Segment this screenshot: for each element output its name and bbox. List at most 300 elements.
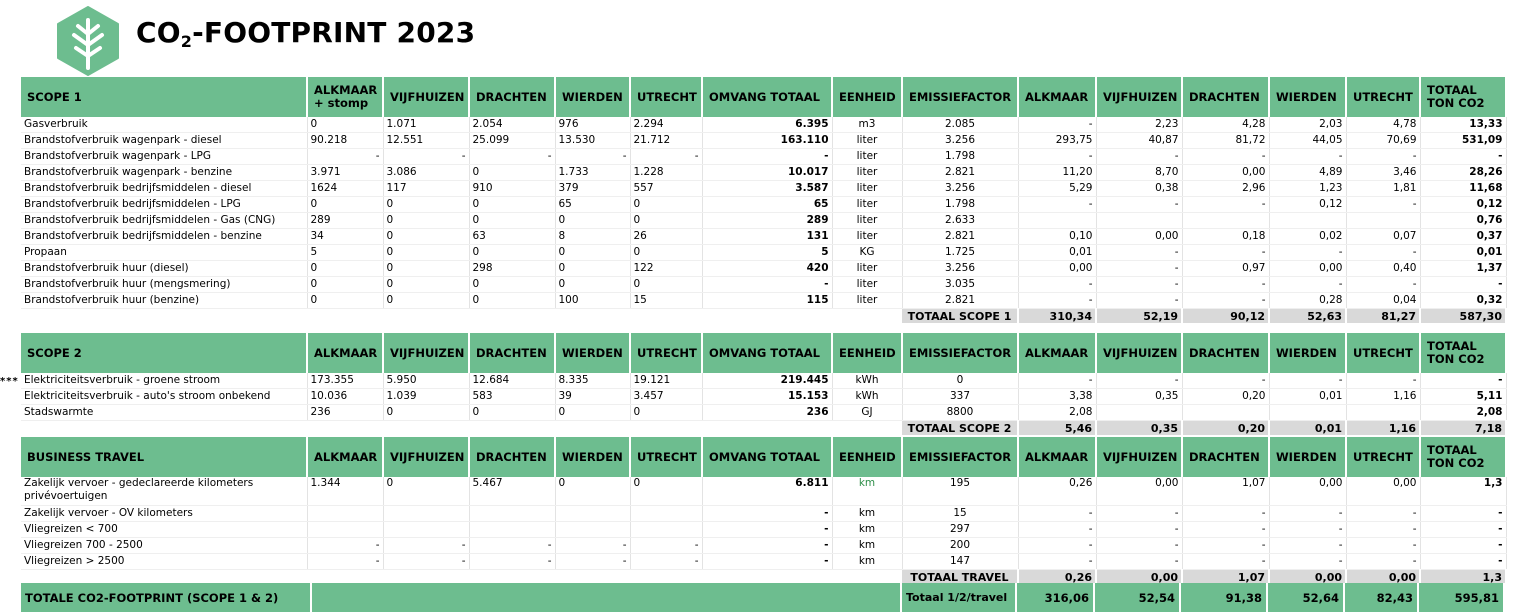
scope1-cell-eenheid: liter <box>832 133 902 149</box>
scope2-cell-wierden-co2: 0,01 <box>1269 389 1346 405</box>
table-row <box>21 506 1506 522</box>
scope1-cell-vijfhuizen-qty: 12.551 <box>383 133 469 149</box>
scope1-cell-alkmaar-qty: - <box>307 149 383 165</box>
travel-cell-omvang-totaal: - <box>702 554 832 570</box>
scope1-cell-drachten-qty: 0 <box>469 245 555 261</box>
scope1-cell-vijfhuizen-qty: 3.086 <box>383 165 469 181</box>
scope2-cell-vijfhuizen-qty: 5.950 <box>383 373 469 389</box>
travel-cell-totaal-ton-co2: - <box>1420 506 1506 522</box>
scope1-cell-omvang-totaal: - <box>702 149 832 165</box>
table-row <box>21 373 1506 389</box>
scope1-cell-utrecht-co2: - <box>1346 277 1420 293</box>
scope1-cell-vijfhuizen-co2: 8,70 <box>1096 165 1182 181</box>
scope2-header-wierden-qty: WIERDEN <box>555 333 630 373</box>
scope1-cell-totaal-ton-co2: 531,09 <box>1420 133 1506 149</box>
scope1-cell-utrecht-co2: 0,40 <box>1346 261 1420 277</box>
travel-header-eenheid: EENHEID <box>832 437 902 477</box>
scope1-cell-eenheid: m3 <box>832 117 902 133</box>
scope1-cell-emissiefactor: 3.256 <box>902 181 1018 197</box>
scope1-cell-vijfhuizen-qty: 0 <box>383 229 469 245</box>
scope1-cell-drachten-qty: 0 <box>469 293 555 309</box>
scope1-cell-alkmaar-qty: 0 <box>307 261 383 277</box>
scope2-header-vijfhuizen-co2: VIJFHUIZEN <box>1096 333 1182 373</box>
scope2-cell-wierden-qty: 39 <box>555 389 630 405</box>
scope1-cell-omvang-totaal: 6.395 <box>702 117 832 133</box>
travel-cell-wierden-co2: - <box>1269 506 1346 522</box>
scope1-total-wierden-co2: 52,63 <box>1269 309 1346 324</box>
scope1-cell-eenheid: liter <box>832 277 902 293</box>
scope1-cell-label: Brandstofverbruik bedrijfsmiddelen - benzine <box>21 229 307 245</box>
travel-cell-omvang-totaal: - <box>702 538 832 554</box>
scope1-cell-vijfhuizen-qty: 0 <box>383 261 469 277</box>
scope1-header-utrecht-qty: UTRECHT <box>630 77 702 117</box>
travel-header-wierden-co2: WIERDEN <box>1269 437 1346 477</box>
scope1-cell-totaal-ton-co2: 0,76 <box>1420 213 1506 229</box>
travel-cell-alkmaar-co2: - <box>1018 554 1096 570</box>
scope1-cell-wierden-co2: 1,23 <box>1269 181 1346 197</box>
travel-cell-wierden-qty: - <box>555 538 630 554</box>
scope1-cell-alkmaar-qty: 0 <box>307 293 383 309</box>
scope1-cell-drachten-co2: 0,97 <box>1182 261 1269 277</box>
scope1-cell-utrecht-co2: 1,81 <box>1346 181 1420 197</box>
travel-cell-drachten-qty <box>469 522 555 538</box>
scope2-cell-emissiefactor: 8800 <box>902 405 1018 421</box>
travel-cell-drachten-qty: - <box>469 554 555 570</box>
travel-cell-vijfhuizen-co2: 0,00 <box>1096 477 1182 506</box>
scope2-cell-wierden-qty: 8.335 <box>555 373 630 389</box>
travel-cell-label: Vliegreizen > 2500 <box>21 554 307 570</box>
table-row <box>21 245 1506 261</box>
scope2-total-utrecht-co2: 1,16 <box>1346 421 1420 436</box>
scope1-cell-omvang-totaal: 65 <box>702 197 832 213</box>
scope1-cell-omvang-totaal: 289 <box>702 213 832 229</box>
travel-cell-wierden-co2: - <box>1269 554 1346 570</box>
travel-header-utrecht-co2: UTRECHT <box>1346 437 1420 477</box>
scope2-cell-utrecht-qty: 19.121 <box>630 373 702 389</box>
travel-cell-label: Zakelijk vervoer - gedeclareerde kilometers privévoertuigen <box>21 477 307 506</box>
scope1-cell-drachten-qty: 0 <box>469 165 555 181</box>
travel-cell-utrecht-qty: 0 <box>630 477 702 506</box>
travel-cell-drachten-qty: 5.467 <box>469 477 555 506</box>
scope1-cell-alkmaar-co2: 293,75 <box>1018 133 1096 149</box>
travel-header-drachten-co2: DRACHTEN <box>1182 437 1269 477</box>
scope1-cell-drachten-co2: 2,96 <box>1182 181 1269 197</box>
travel-cell-wierden-co2: 0,00 <box>1269 477 1346 506</box>
scope1-cell-utrecht-qty: 21.712 <box>630 133 702 149</box>
scope1-cell-alkmaar-co2: 0,10 <box>1018 229 1096 245</box>
travel-total-alkmaar-co2: 0,26 <box>1018 570 1096 585</box>
table-row <box>21 277 1506 293</box>
travel-cell-emissiefactor: 147 <box>902 554 1018 570</box>
scope1-cell-alkmaar-qty: 5 <box>307 245 383 261</box>
travel-cell-drachten-co2: - <box>1182 506 1269 522</box>
travel-cell-vijfhuizen-qty <box>383 506 469 522</box>
scope1-cell-utrecht-co2: - <box>1346 245 1420 261</box>
scope1-cell-alkmaar-qty: 0 <box>307 117 383 133</box>
scope1-cell-wierden-co2: 0,28 <box>1269 293 1346 309</box>
scope1-cell-vijfhuizen-co2: - <box>1096 277 1182 293</box>
grand-total-row <box>21 583 1505 612</box>
scope1-cell-alkmaar-qty: 0 <box>307 277 383 293</box>
scope1-cell-alkmaar-qty: 34 <box>307 229 383 245</box>
travel-cell-label: Zakelijk vervoer - OV kilometers <box>21 506 307 522</box>
travel-cell-utrecht-co2: - <box>1346 522 1420 538</box>
scope1-cell-eenheid: liter <box>832 213 902 229</box>
scope2-header-utrecht-co2: UTRECHT <box>1346 333 1420 373</box>
travel-cell-emissiefactor: 195 <box>902 477 1018 506</box>
scope1-cell-utrecht-co2: 0,04 <box>1346 293 1420 309</box>
grand-total-drachten: 91,38 <box>1180 583 1267 612</box>
scope2-cell-utrecht-co2: 1,16 <box>1346 389 1420 405</box>
scope1-cell-drachten-qty: 0 <box>469 197 555 213</box>
travel-header-utrecht-qty: UTRECHT <box>630 437 702 477</box>
scope1-cell-vijfhuizen-co2: - <box>1096 197 1182 213</box>
scope2-cell-vijfhuizen-co2 <box>1096 405 1182 421</box>
travel-cell-vijfhuizen-co2: - <box>1096 538 1182 554</box>
travel-cell-utrecht-qty: - <box>630 554 702 570</box>
scope1-cell-wierden-co2: 2,03 <box>1269 117 1346 133</box>
scope2-cell-vijfhuizen-co2: 0,35 <box>1096 389 1182 405</box>
scope1-cell-alkmaar-qty: 289 <box>307 213 383 229</box>
scope1-total-utrecht-co2: 81,27 <box>1346 309 1420 324</box>
scope1-cell-eenheid: KG <box>832 245 902 261</box>
travel-cell-vijfhuizen-co2: - <box>1096 554 1182 570</box>
scope1-total-vijfhuizen-co2: 52,19 <box>1096 309 1182 324</box>
scope2-cell-utrecht-qty: 3.457 <box>630 389 702 405</box>
scope1-cell-totaal-ton-co2: 0,12 <box>1420 197 1506 213</box>
scope1-cell-vijfhuizen-co2 <box>1096 213 1182 229</box>
scope1-header-alkmaar-qty: ALKMAAR + stomp <box>307 77 383 117</box>
table-row <box>21 522 1506 538</box>
table-row <box>21 149 1506 165</box>
scope2-cell-omvang-totaal: 15.153 <box>702 389 832 405</box>
scope1-cell-emissiefactor: 3.035 <box>902 277 1018 293</box>
scope1-cell-wierden-qty: 1.733 <box>555 165 630 181</box>
travel-cell-alkmaar-qty <box>307 522 383 538</box>
scope1-cell-vijfhuizen-co2: - <box>1096 261 1182 277</box>
scope1-cell-utrecht-qty: 122 <box>630 261 702 277</box>
scope1-cell-alkmaar-co2: 0,01 <box>1018 245 1096 261</box>
travel-cell-drachten-co2: - <box>1182 522 1269 538</box>
travel-cell-alkmaar-qty: - <box>307 538 383 554</box>
scope1-cell-alkmaar-co2: - <box>1018 197 1096 213</box>
travel-cell-utrecht-qty <box>630 506 702 522</box>
scope1-cell-drachten-co2: - <box>1182 245 1269 261</box>
scope1-cell-omvang-totaal: 5 <box>702 245 832 261</box>
scope1-cell-drachten-co2 <box>1182 213 1269 229</box>
scope1-cell-alkmaar-co2: 0,00 <box>1018 261 1096 277</box>
scope1-cell-utrecht-qty: 15 <box>630 293 702 309</box>
scope1-cell-omvang-totaal: - <box>702 277 832 293</box>
scope1-cell-vijfhuizen-qty: - <box>383 149 469 165</box>
scope1-cell-eenheid: liter <box>832 165 902 181</box>
scope2-cell-utrecht-co2: - <box>1346 373 1420 389</box>
travel-cell-utrecht-co2: - <box>1346 554 1420 570</box>
travel-total-totaal-ton-co2: 1,3 <box>1420 570 1506 585</box>
scope1-cell-label: Brandstofverbruik huur (benzine) <box>21 293 307 309</box>
travel-cell-emissiefactor: 297 <box>902 522 1018 538</box>
travel-cell-utrecht-qty: - <box>630 538 702 554</box>
scope1-cell-label: Brandstofverbruik bedrijfsmiddelen - Gas (CNG) <box>21 213 307 229</box>
scope2-total-wierden-co2: 0,01 <box>1269 421 1346 436</box>
scope1-cell-wierden-co2: 0,00 <box>1269 261 1346 277</box>
travel-cell-eenheid: km <box>832 477 902 506</box>
scope1-cell-wierden-co2: - <box>1269 277 1346 293</box>
table-row <box>21 261 1506 277</box>
scope1-header-wierden-qty: WIERDEN <box>555 77 630 117</box>
scope1-cell-vijfhuizen-qty: 0 <box>383 293 469 309</box>
travel-total-wierden-co2: 0,00 <box>1269 570 1346 585</box>
scope1-cell-drachten-qty: 910 <box>469 181 555 197</box>
scope1-cell-drachten-co2: - <box>1182 277 1269 293</box>
scope1-cell-drachten-co2: 4,28 <box>1182 117 1269 133</box>
scope1-cell-omvang-totaal: 163.110 <box>702 133 832 149</box>
scope1-cell-emissiefactor: 2.821 <box>902 229 1018 245</box>
scope2-header-label: SCOPE 2 <box>21 333 307 373</box>
scope1-cell-totaal-ton-co2: - <box>1420 277 1506 293</box>
scope1-cell-wierden-co2: 0,12 <box>1269 197 1346 213</box>
table-row <box>21 538 1506 554</box>
scope1-cell-drachten-co2: - <box>1182 293 1269 309</box>
travel-header-vijfhuizen-co2: VIJFHUIZEN <box>1096 437 1182 477</box>
scope1-cell-label: Brandstofverbruik huur (diesel) <box>21 261 307 277</box>
scope1-table <box>21 77 1507 323</box>
grand-total-utrecht: 82,43 <box>1344 583 1418 612</box>
scope1-total-totaal-ton-co2: 587,30 <box>1420 309 1506 324</box>
travel-cell-utrecht-co2: - <box>1346 506 1420 522</box>
travel-total-vijfhuizen-co2: 0,00 <box>1096 570 1182 585</box>
travel-cell-eenheid: km <box>832 554 902 570</box>
scope1-cell-wierden-qty: 379 <box>555 181 630 197</box>
scope1-cell-utrecht-co2: 70,69 <box>1346 133 1420 149</box>
scope2-total-vijfhuizen-co2: 0,35 <box>1096 421 1182 436</box>
scope1-cell-vijfhuizen-co2: 0,00 <box>1096 229 1182 245</box>
table-row <box>21 213 1506 229</box>
scope1-total-alkmaar-co2: 310,34 <box>1018 309 1096 324</box>
scope1-cell-emissiefactor: 1.798 <box>902 197 1018 213</box>
scope1-cell-drachten-qty: 298 <box>469 261 555 277</box>
scope1-header-utrecht-co2: UTRECHT <box>1346 77 1420 117</box>
scope1-cell-alkmaar-co2: - <box>1018 277 1096 293</box>
scope1-cell-utrecht-co2: 0,07 <box>1346 229 1420 245</box>
scope1-cell-utrecht-co2: 4,78 <box>1346 117 1420 133</box>
scope1-cell-utrecht-qty: - <box>630 149 702 165</box>
travel-cell-alkmaar-co2: - <box>1018 522 1096 538</box>
travel-total-spacer <box>21 570 902 585</box>
scope1-total-row <box>21 309 1506 324</box>
scope1-cell-label: Brandstofverbruik wagenpark - diesel <box>21 133 307 149</box>
table-row <box>21 197 1506 213</box>
travel-cell-label: Vliegreizen 700 - 2500 <box>21 538 307 554</box>
scope1-cell-drachten-qty: 2.054 <box>469 117 555 133</box>
scope2-cell-drachten-qty: 583 <box>469 389 555 405</box>
travel-cell-vijfhuizen-co2: - <box>1096 506 1182 522</box>
scope2-cell-vijfhuizen-co2: - <box>1096 373 1182 389</box>
scope1-cell-utrecht-co2 <box>1346 213 1420 229</box>
scope1-cell-vijfhuizen-qty: 0 <box>383 245 469 261</box>
scope1-cell-alkmaar-qty: 0 <box>307 197 383 213</box>
travel-cell-omvang-totaal: - <box>702 522 832 538</box>
travel-cell-eenheid: km <box>832 506 902 522</box>
scope2-total-row <box>21 421 1506 436</box>
scope2-cell-eenheid: kWh <box>832 373 902 389</box>
travel-cell-wierden-qty: - <box>555 554 630 570</box>
travel-cell-alkmaar-co2: - <box>1018 506 1096 522</box>
scope2-cell-alkmaar-co2: - <box>1018 373 1096 389</box>
scope1-cell-totaal-ton-co2: 0,01 <box>1420 245 1506 261</box>
scope1-cell-emissiefactor: 2.821 <box>902 293 1018 309</box>
table-row <box>21 389 1506 405</box>
scope1-cell-totaal-ton-co2: - <box>1420 149 1506 165</box>
scope1-cell-wierden-qty: 0 <box>555 277 630 293</box>
scope2-header-totaal-ton-co2: TOTAAL TON CO2 <box>1420 333 1506 373</box>
travel-total-row <box>21 570 1506 585</box>
scope1-cell-drachten-co2: 0,00 <box>1182 165 1269 181</box>
scope1-cell-alkmaar-qty: 90.218 <box>307 133 383 149</box>
travel-cell-omvang-totaal: - <box>702 506 832 522</box>
scope2-cell-emissiefactor: 0 <box>902 373 1018 389</box>
travel-table <box>21 437 1507 584</box>
scope1-cell-utrecht-qty: 2.294 <box>630 117 702 133</box>
scope2-cell-vijfhuizen-qty: 0 <box>383 405 469 421</box>
scope1-total-spacer <box>21 309 902 324</box>
scope1-cell-totaal-ton-co2: 13,33 <box>1420 117 1506 133</box>
travel-header-omvang-totaal: OMVANG TOTAAL <box>702 437 832 477</box>
travel-cell-emissiefactor: 15 <box>902 506 1018 522</box>
scope2-cell-wierden-co2 <box>1269 405 1346 421</box>
table-row <box>21 117 1506 133</box>
scope1-cell-vijfhuizen-qty: 117 <box>383 181 469 197</box>
table-row <box>21 554 1506 570</box>
scope2-cell-alkmaar-co2: 2,08 <box>1018 405 1096 421</box>
scope1-cell-wierden-qty: 8 <box>555 229 630 245</box>
travel-cell-alkmaar-co2: 0,26 <box>1018 477 1096 506</box>
scope1-header-omvang-totaal: OMVANG TOTAAL <box>702 77 832 117</box>
travel-cell-vijfhuizen-qty: - <box>383 538 469 554</box>
scope1-cell-alkmaar-qty: 1624 <box>307 181 383 197</box>
scope1-cell-label: Brandstofverbruik bedrijfsmiddelen - diesel <box>21 181 307 197</box>
travel-header-totaal-ton-co2: TOTAAL TON CO2 <box>1420 437 1506 477</box>
scope1-cell-drachten-co2: - <box>1182 149 1269 165</box>
scope1-cell-utrecht-co2: - <box>1346 149 1420 165</box>
scope1-cell-utrecht-qty: 0 <box>630 277 702 293</box>
scope1-cell-label: Gasverbruik <box>21 117 307 133</box>
scope1-cell-vijfhuizen-co2: 40,87 <box>1096 133 1182 149</box>
scope2-cell-wierden-qty: 0 <box>555 405 630 421</box>
scope1-cell-label: Brandstofverbruik huur (mengsmering) <box>21 277 307 293</box>
scope1-cell-wierden-co2 <box>1269 213 1346 229</box>
scope2-header-alkmaar-co2: ALKMAAR <box>1018 333 1096 373</box>
travel-total-drachten-co2: 1,07 <box>1182 570 1269 585</box>
travel-cell-drachten-qty <box>469 506 555 522</box>
table-row <box>21 477 1506 506</box>
table-row <box>21 133 1506 149</box>
scope1-header-emissiefactor: EMISSIEFACTOR <box>902 77 1018 117</box>
travel-cell-utrecht-co2: 0,00 <box>1346 477 1420 506</box>
scope2-cell-utrecht-qty: 0 <box>630 405 702 421</box>
scope2-total-totaal-ton-co2: 7,18 <box>1420 421 1506 436</box>
scope1-cell-vijfhuizen-co2: 2,23 <box>1096 117 1182 133</box>
scope1-cell-totaal-ton-co2: 1,37 <box>1420 261 1506 277</box>
scope2-cell-eenheid: GJ <box>832 405 902 421</box>
travel-cell-vijfhuizen-qty <box>383 522 469 538</box>
scope1-cell-omvang-totaal: 115 <box>702 293 832 309</box>
scope1-cell-alkmaar-co2 <box>1018 213 1096 229</box>
scope1-cell-utrecht-qty: 0 <box>630 245 702 261</box>
scope2-header-emissiefactor: EMISSIEFACTOR <box>902 333 1018 373</box>
travel-cell-alkmaar-qty <box>307 506 383 522</box>
travel-header-alkmaar-co2: ALKMAAR <box>1018 437 1096 477</box>
scope1-cell-drachten-co2: 81,72 <box>1182 133 1269 149</box>
scope2-cell-totaal-ton-co2: 2,08 <box>1420 405 1506 421</box>
scope1-cell-wierden-co2: 0,02 <box>1269 229 1346 245</box>
scope1-header-drachten-co2: DRACHTEN <box>1182 77 1269 117</box>
scope1-cell-drachten-qty: 63 <box>469 229 555 245</box>
travel-header-emissiefactor: EMISSIEFACTOR <box>902 437 1018 477</box>
scope1-cell-emissiefactor: 1.798 <box>902 149 1018 165</box>
scope2-header-drachten-co2: DRACHTEN <box>1182 333 1269 373</box>
scope1-cell-utrecht-co2: - <box>1346 197 1420 213</box>
scope1-cell-label: Propaan <box>21 245 307 261</box>
scope1-cell-vijfhuizen-qty: 0 <box>383 197 469 213</box>
scope1-cell-utrecht-qty: 0 <box>630 197 702 213</box>
scope2-table <box>21 333 1507 435</box>
scope1-cell-vijfhuizen-co2: - <box>1096 293 1182 309</box>
scope2-header-drachten-qty: DRACHTEN <box>469 333 555 373</box>
travel-cell-wierden-co2: - <box>1269 538 1346 554</box>
travel-cell-totaal-ton-co2: - <box>1420 538 1506 554</box>
scope1-cell-alkmaar-co2: - <box>1018 293 1096 309</box>
scope1-cell-wierden-qty: 0 <box>555 261 630 277</box>
travel-cell-wierden-qty <box>555 506 630 522</box>
travel-cell-eenheid: km <box>832 538 902 554</box>
scope1-total-drachten-co2: 90,12 <box>1182 309 1269 324</box>
scope1-cell-emissiefactor: 3.256 <box>902 133 1018 149</box>
scope2-cell-drachten-co2: 0,20 <box>1182 389 1269 405</box>
scope1-header-wierden-co2: WIERDEN <box>1269 77 1346 117</box>
travel-cell-totaal-ton-co2: - <box>1420 554 1506 570</box>
scope2-cell-alkmaar-qty: 173.355 <box>307 373 383 389</box>
table-row <box>21 405 1506 421</box>
grand-total-alkmaar: 316,06 <box>1016 583 1094 612</box>
scope1-header-vijfhuizen-qty: VIJFHUIZEN <box>383 77 469 117</box>
scope1-header-drachten-qty: DRACHTEN <box>469 77 555 117</box>
travel-cell-utrecht-co2: - <box>1346 538 1420 554</box>
scope2-total-drachten-co2: 0,20 <box>1182 421 1269 436</box>
travel-cell-wierden-co2: - <box>1269 522 1346 538</box>
scope1-cell-totaal-ton-co2: 0,32 <box>1420 293 1506 309</box>
scope1-cell-utrecht-qty: 557 <box>630 181 702 197</box>
scope1-cell-omvang-totaal: 3.587 <box>702 181 832 197</box>
scope1-cell-eenheid: liter <box>832 181 902 197</box>
scope1-cell-totaal-ton-co2: 0,37 <box>1420 229 1506 245</box>
table-row <box>21 165 1506 181</box>
scope2-cell-utrecht-co2 <box>1346 405 1420 421</box>
scope1-cell-emissiefactor: 1.725 <box>902 245 1018 261</box>
scope1-cell-drachten-co2: - <box>1182 197 1269 213</box>
scope1-cell-vijfhuizen-qty: 0 <box>383 213 469 229</box>
page-title: $CO_2$-FOOTPRINT 2023 <box>136 16 476 51</box>
leaf-tree-logo-icon <box>56 6 120 76</box>
travel-total-label: TOTAAL TRAVEL <box>902 570 1018 585</box>
scope1-cell-wierden-co2: - <box>1269 149 1346 165</box>
scope2-cell-wierden-co2: - <box>1269 373 1346 389</box>
scope1-cell-wierden-qty: 0 <box>555 245 630 261</box>
scope1-cell-omvang-totaal: 131 <box>702 229 832 245</box>
scope2-total-spacer <box>21 421 902 436</box>
scope1-cell-drachten-co2: 0,18 <box>1182 229 1269 245</box>
scope1-cell-vijfhuizen-co2: - <box>1096 245 1182 261</box>
